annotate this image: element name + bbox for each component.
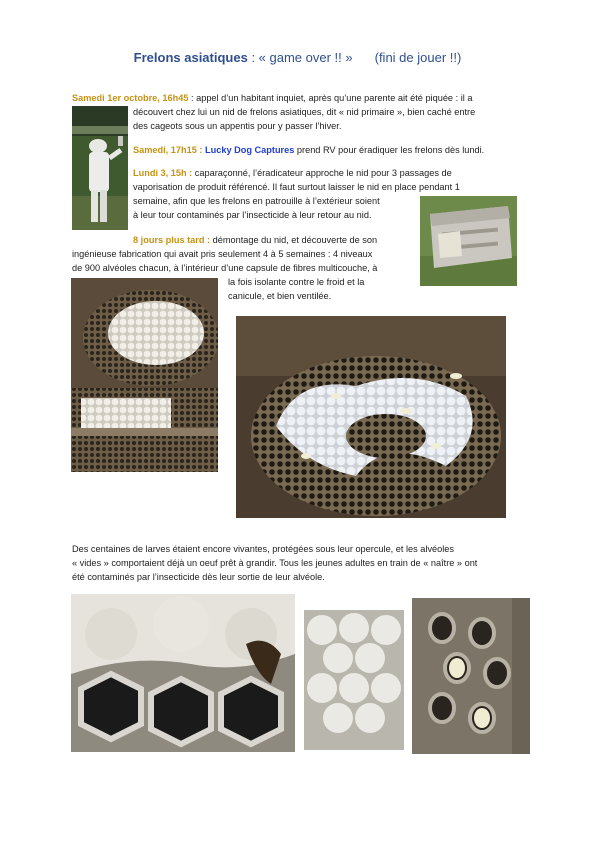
- company-link[interactable]: Lucky Dog Captures: [205, 145, 295, 155]
- photo-nest-closeup: [236, 316, 506, 518]
- paragraph-dismantling-line2: ingénieuse fabrication qui avait pris seulement 4 à 5 semaines : 4 niveaux: [72, 249, 373, 259]
- date-label: Lundi 3, 15h :: [133, 168, 193, 178]
- photo-larvae-cells: [412, 598, 530, 754]
- title-rest: : « game over !! »: [247, 50, 353, 65]
- photo-crates: [420, 196, 517, 286]
- photo-nest-layers: [71, 278, 218, 472]
- paragraph-first-call: Samedi 1er octobre, 16h45 : appel d’un habitant inquiet, après qu’une parente ait été piquée : il a: [72, 93, 473, 103]
- paragraph-larvae-line3: été contaminés par l’insecticide dès leur sortie de leur alvéole.: [72, 572, 325, 582]
- paragraph-first-call-line3: des cageots sous un appentis pour y passer l’hiver.: [133, 121, 342, 131]
- date-label: Samedi 1er octobre, 16h45: [72, 93, 189, 103]
- paragraph-appointment: Samedi, 17h15 : Lucky Dog Captures prend RV pour éradiquer les frelons dès lundi.: [133, 145, 485, 155]
- paragraph-treatment-line4: à leur tour contaminés par l’insecticide à leur retour au nid.: [133, 210, 372, 220]
- date-label: Samedi, 17h15 :: [133, 145, 203, 155]
- date-label: 8 jours plus tard :: [133, 235, 211, 245]
- paragraph-dismantling: 8 jours plus tard : démontage du nid, et découverte de son: [133, 235, 378, 245]
- photo-exterminator: [72, 106, 128, 230]
- paragraph-dismantling-line3: de 900 alvéoles chacun, à l’intérieur d’une capsule de fibres multicouche, à: [72, 263, 378, 273]
- photo-cells-emerging: [71, 594, 295, 752]
- paragraph-dismantling-line5: canicule, et bien ventilée.: [228, 291, 332, 301]
- paragraph-first-call-line2: découvert chez lui un nid de frelons asiatiques, dit « nid primaire », bien caché entre: [133, 107, 476, 117]
- paragraph-dismantling-line4: la fois isolante contre le froid et la: [228, 277, 365, 287]
- title-paren: (fini de jouer !!): [374, 50, 462, 65]
- paragraph-larvae-line2: « vides » comportaient déjà un oeuf prêt à grandir. Tous les jeunes adultes en train de « naître » ont: [72, 558, 478, 568]
- page-title: [0, 50, 595, 65]
- paragraph-treatment-line3: semaine, afin que les frelons en patrouille à l’extérieur soient: [133, 196, 380, 206]
- photo-capped-cells: [304, 610, 404, 750]
- paragraph-larvae-line1: Des centaines de larves étaient encore vivantes, protégées sous leur opercule, et les alvéoles: [72, 544, 455, 554]
- paragraph-treatment-line2: vaporisation de produit référencé. Il faut surtout laisser le nid en place pendant 1: [133, 182, 460, 192]
- title-main: Frelons asiatiques: [133, 50, 248, 65]
- paragraph-treatment: Lundi 3, 15h : caparaçonné, l’éradicateur approche le nid pour 3 passages de: [133, 168, 452, 178]
